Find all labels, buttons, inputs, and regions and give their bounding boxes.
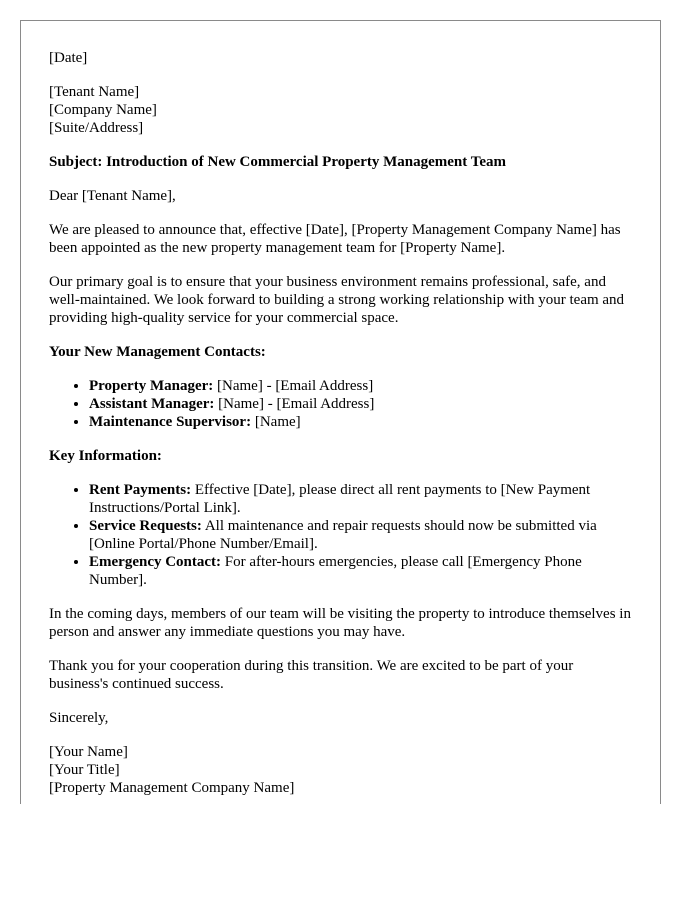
contact-item [89, 413, 632, 431]
contact-item [89, 377, 632, 395]
key-info-item [89, 517, 632, 553]
key-info-label: Rent Payments: [89, 482, 192, 498]
signature-name: [Your Name] [49, 744, 128, 760]
letter-page [20, 20, 661, 804]
paragraph-visit: In the coming days, members of our team will be visiting the property to introduce themselves in person and answer any immediate questions you may have. [49, 606, 631, 640]
contact-label: Assistant Manager: [89, 396, 215, 412]
signature-title: [Your Title] [49, 762, 120, 778]
key-info-label: Service Requests: [89, 518, 202, 534]
contact-label: Property Manager: [89, 378, 214, 394]
key-info-heading: Key Information: [49, 448, 162, 464]
paragraph-goal: Our primary goal is to ensure that your business environment remains professional, safe, and well-maintained. We look forward to building a strong working relationship with your team and providing high-quality service for your commercial space. [49, 274, 625, 326]
recipient-company-name: [Company Name] [49, 102, 157, 118]
recipient-block [49, 83, 632, 137]
key-info-item [89, 481, 632, 517]
key-info-list [49, 481, 632, 589]
contact-value: [Name] - [Email Address] [213, 378, 374, 394]
paragraph-thanks: Thank you for your cooperation during this transition. We are excited to be part of your business's continued success. [49, 658, 574, 692]
contacts-list [49, 377, 632, 431]
letter-date: [Date] [49, 50, 88, 66]
signature-block [49, 743, 632, 797]
recipient-suite-address: [Suite/Address] [49, 120, 144, 136]
key-info-value: All maintenance and repair requests should now be submitted via [Online Portal/Phone Number/Email]. [89, 518, 597, 552]
key-info-value: Effective [Date], please direct all rent payments to [New Payment Instructions/Portal Link]. [89, 482, 591, 516]
paragraph-announcement: We are pleased to announce that, effective [Date], [Property Management Company Name] has been appointed as the new property management team for [Property Name]. [49, 222, 621, 256]
contact-label: Maintenance Supervisor: [89, 414, 252, 430]
letter-subject: Subject: Introduction of New Commercial Property Management Team [49, 154, 507, 170]
recipient-tenant-name: [Tenant Name] [49, 84, 140, 100]
key-info-label: Emergency Contact: [89, 554, 222, 570]
key-info-value: For after-hours emergencies, please call [Emergency Phone Number]. [89, 554, 582, 588]
key-info-item [89, 553, 632, 589]
letter-closing: Sincerely, [49, 710, 109, 726]
contact-value: [Name] [251, 414, 301, 430]
letter-salutation: Dear [Tenant Name], [49, 188, 176, 204]
signature-company: [Property Management Company Name] [49, 780, 295, 796]
contacts-heading: Your New Management Contacts: [49, 344, 266, 360]
contact-value: [Name] - [Email Address] [214, 396, 375, 412]
contact-item [89, 395, 632, 413]
